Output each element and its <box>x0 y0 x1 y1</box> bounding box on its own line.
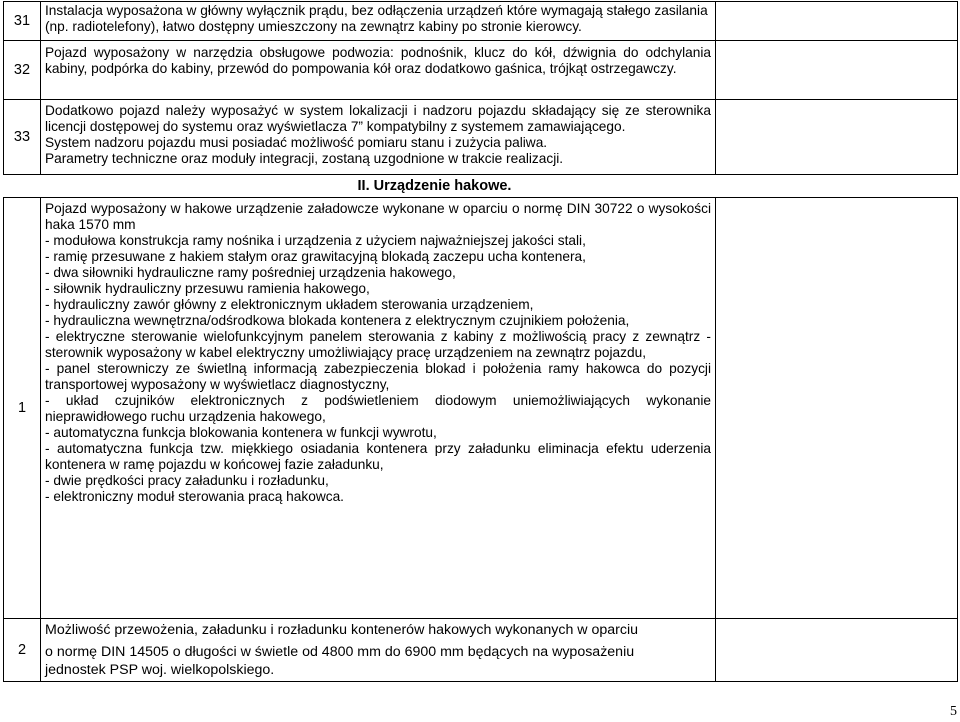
list-item: - hydrauliczny zawór główny z elektronicznym układem sterowania urządzeniem, <box>45 297 534 312</box>
row-number: 33 <box>4 100 41 175</box>
table-row <box>4 100 958 175</box>
empty-cell <box>716 2 958 41</box>
row-description <box>41 619 716 682</box>
row-number: 31 <box>4 2 41 41</box>
row-number: 32 <box>4 41 41 100</box>
row-description: Instalacja wyposażona w główny wyłącznik prądu, bez odłączenia urządzeń które wymagają stałego zasilania (np. radiotelefony), łatwo dostępny umieszczony na zewnątrz kabiny po stronie kierowcy. <box>41 2 716 41</box>
table-row <box>4 41 958 100</box>
list-item: - modułowa konstrukcja ramy nośnika i urządzenia z użyciem najważniejszej jakości stali, <box>45 233 586 248</box>
section-heading-row <box>4 175 958 198</box>
description-paragraph: Dodatkowo pojazd należy wyposażyć w system lokalizacji i nadzoru pojazdu składający się ze sterownika licencji dostępowej do systemu oraz wyświetlacza 7” kompatybilny z systemem zamawiającego. <box>45 103 711 134</box>
specification-table <box>3 1 958 682</box>
empty-cell <box>716 619 958 682</box>
description-paragraph: Parametry techniczne oraz moduły integracji, zostaną uzgodnione w trakcie realizacji. <box>45 151 564 166</box>
description-line: jednostek PSP woj. wielkopolskiego. <box>45 662 275 678</box>
description-paragraph: System nadzoru pojazdu musi posiadać możliwość pomiaru stanu i zużycia paliwa. <box>45 135 548 150</box>
list-item: - automatyczna funkcja tzw. miękkiego osiadania kontenera przy załadunku eliminacja efektu uderzenia kontenera w ramę pojazdu w końcowej fazie załadunku, <box>45 441 711 472</box>
list-item: - panel sterowniczy ze świetlną informacją zabezpieczenia blokad i położenia ramy hakowca do pozycji transportowej wyposażony w wyświetlacz diagnostyczny, <box>45 361 711 392</box>
list-item: - elektroniczny moduł sterowania pracą hakowca. <box>45 489 344 504</box>
empty-cell <box>716 198 958 619</box>
row-description <box>41 198 716 619</box>
list-item: - elektryczne sterowanie wielofunkcyjnym panelem sterowania z kabiny z możliwością pracy z zewnątrz - sterownik wyposażony w kabel elektryczny umożliwiający pracę urządzeniem na zewnątrz pojazdu, <box>45 329 711 360</box>
list-item: - dwa siłowniki hydrauliczne ramy pośredniej urządzenia hakowego, <box>45 265 456 280</box>
list-item: - układ czujników elektronicznych z podświetleniem diodowym uniemożliwiających wykonanie nieprawidłowego ruchu urządzenia hakowego, <box>45 393 711 424</box>
list-item: - automatyczna funkcja blokowania kontenera w funkcji wywrotu, <box>45 425 437 440</box>
empty-cell <box>716 100 958 175</box>
row-description <box>41 100 716 175</box>
list-item: - hydrauliczna wewnętrzna/odśrodkowa blokada kontenera z elektrycznym czujnikiem położenia, <box>45 313 630 328</box>
section-title: II. Urządzenie hakowe. <box>357 178 512 194</box>
list-item: - dwie prędkości pracy załadunku i rozładunku, <box>45 473 329 488</box>
description-line: o normę DIN 14505 o długości w świetle od 4800 mm do 6900 mm będących na wyposażeniu <box>45 644 635 660</box>
list-item: - ramię przesuwane z hakiem stałym oraz grawitacyjną blokadą zaczepu ucha kontenera, <box>45 249 586 264</box>
description-intro: Pojazd wyposażony w hakowe urządzenie załadowcze wykonane w oparciu o normę DIN 30722 o wysokości haka 1570 mm <box>45 201 711 232</box>
row-number: 2 <box>4 619 41 682</box>
table-row <box>4 619 958 682</box>
row-number: 1 <box>4 198 41 619</box>
page-number: 5 <box>950 704 957 719</box>
table-row <box>4 198 958 619</box>
row-description: Pojazd wyposażony w narzędzia obsługowe podwozia: podnośnik, klucz do kół, dźwignia do odchylania kabiny, podpórka do kabiny, przewód do pompowania kół oraz dodatkowo gaśnica, trójkąt ostrzegawczy. <box>41 41 716 100</box>
empty-cell <box>716 41 958 100</box>
table-row <box>4 2 958 41</box>
description-line: Możliwość przewożenia, załadunku i rozładunku kontenerów hakowych wykonanych w oparciu <box>45 622 639 638</box>
list-item: - siłownik hydrauliczny przesuwu ramienia hakowego, <box>45 281 370 296</box>
